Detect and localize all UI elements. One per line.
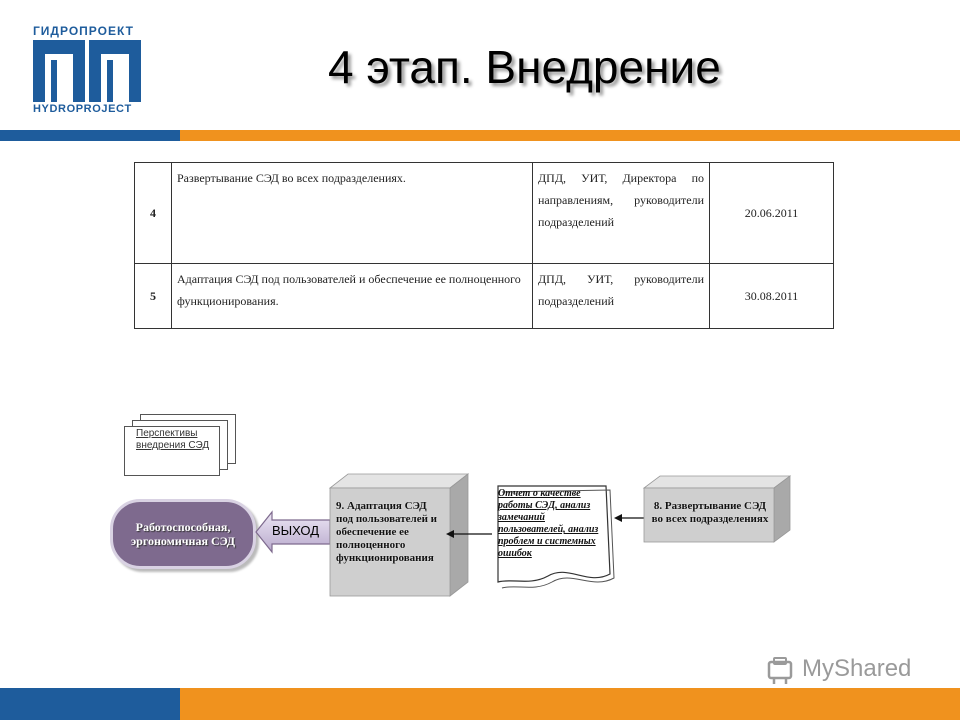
row-number: 4 <box>135 163 172 264</box>
perspectives-doc-label: Перспективы внедрения СЭД <box>136 428 210 451</box>
table-row <box>135 264 834 329</box>
report-label: Отчет о качестве работы СЭД, анализ замечаний пользователей, анализ проблем и системных ошибок <box>498 488 599 559</box>
row-number: 5 <box>135 264 172 329</box>
logo-top-text: ГИДРОПРОЕКТ <box>33 24 134 38</box>
date-cell: 30.08.2011 <box>710 264 834 329</box>
task-cell: Развертывание СЭД во всех подразделениях. <box>172 163 533 264</box>
date-cell: 20.06.2011 <box>710 163 834 264</box>
footer-stripe-orange <box>180 688 960 720</box>
logo-bottom-text: HYDROPROJECT <box>33 103 132 115</box>
process-diagram <box>96 396 816 616</box>
slide-title: 4 этап. Внедрение <box>328 41 721 93</box>
footer-stripe-blue <box>0 688 180 720</box>
logo-mark-icon <box>33 40 141 102</box>
myshared-logo-icon <box>766 656 796 686</box>
header-stripe-blue <box>0 130 180 141</box>
arrow-to-step9-icon <box>444 526 494 542</box>
stage-plan-table <box>134 162 834 329</box>
task-cell: Адаптация СЭД под пользователей и обеспечение ее полноценного функционирования. <box>172 264 533 329</box>
responsible-cell: ДПД, УИТ, руководители подразделений <box>533 264 710 329</box>
result-pill: Работоспособная, эргономичная СЭД <box>110 499 256 569</box>
header-stripe-orange <box>180 130 960 141</box>
responsible-cell: ДПД, УИТ, Директора по направлениям, руководители подразделений <box>533 163 710 264</box>
step8-label: 8. Развертывание СЭД во всех подразделениях <box>651 500 769 525</box>
exit-label: ВЫХОД <box>272 523 320 538</box>
step9-label: 9. Адаптация СЭД под пользователей и обеспечение ее полноценного функционирования <box>336 500 438 564</box>
table-row <box>135 163 834 264</box>
myshared-watermark: MyShared <box>802 655 912 682</box>
company-logo <box>33 24 145 115</box>
